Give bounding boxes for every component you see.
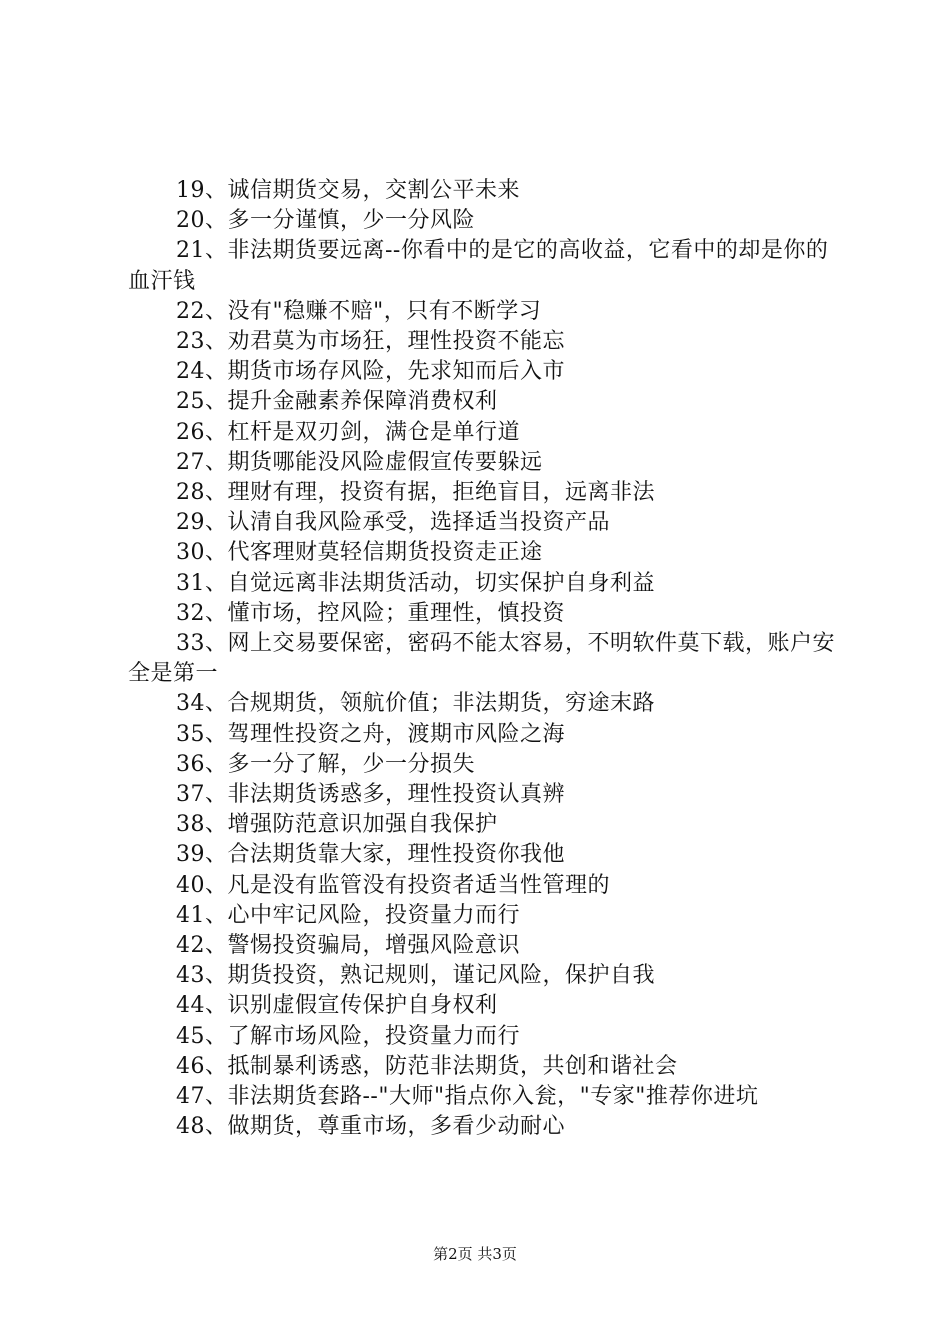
list-item: 32、懂市场，控风险；重理性，慎投资 <box>176 600 565 626</box>
list-item: 48、做期货，尊重市场，多看少动耐心 <box>176 1114 565 1140</box>
list-item: 43、期货投资，熟记规则，谨记风险，保护自我 <box>176 963 655 989</box>
list-item: 39、合法期货靠大家，理性投资你我他 <box>176 842 565 868</box>
list-item: 46、抵制暴利诱惑，防范非法期货，共创和谐社会 <box>176 1053 678 1079</box>
list-item: 22、没有"稳赚不赔"，只有不断学习 <box>176 298 542 324</box>
slogan-list <box>128 176 838 1143</box>
list-item: 42、警惕投资骗局，增强风险意识 <box>176 933 520 959</box>
list-item: 28、理财有理，投资有据，拒绝盲目，远离非法 <box>176 480 655 506</box>
list-item: 30、代客理财莫轻信期货投资走正途 <box>176 540 543 566</box>
list-item: 36、多一分了解，少一分损失 <box>176 751 475 777</box>
list-item: 37、非法期货诱惑多，理性投资认真辨 <box>176 782 565 808</box>
list-item: 41、心中牢记风险，投资量力而行 <box>176 902 520 928</box>
list-item: 47、非法期货套路--"大师"指点你入瓮，"专家"推荐你进坑 <box>176 1084 759 1110</box>
list-item: 19、诚信期货交易，交割公平未来 <box>176 178 520 203</box>
list-item: 44、识别虚假宣传保护自身权利 <box>176 993 498 1019</box>
list-item: 25、提升金融素养保障消费权利 <box>176 389 498 415</box>
list-item: 23、劝君莫为市场狂，理性投资不能忘 <box>176 329 565 355</box>
list-item: 38、增强防范意识加强自我保护 <box>176 812 498 838</box>
list-item: 31、自觉远离非法期货活动，切实保护自身利益 <box>176 570 655 596</box>
list-item: 27、期货哪能没风险虚假宣传要躲远 <box>176 449 543 475</box>
page-footer: 第2页 共3页 <box>433 1245 517 1263</box>
list-item: 21、非法期货要远离--你看中的是它的高收益，它看中的却是你的血汗钱 <box>128 238 829 294</box>
list-item: 34、合规期货，领航价值；非法期货，穷途末路 <box>176 691 655 717</box>
list-item: 33、网上交易要保密，密码不能太容易，不明软件莫下载，账户安全是第一 <box>128 631 835 687</box>
list-item: 29、认清自我风险承受，选择适当投资产品 <box>176 510 610 536</box>
list-item: 45、了解市场风险，投资量力而行 <box>176 1023 520 1049</box>
list-item: 40、凡是没有监管没有投资者适当性管理的 <box>176 872 610 898</box>
list-item: 26、杠杆是双刃剑，满仓是单行道 <box>176 419 520 445</box>
list-item: 20、多一分谨慎，少一分风险 <box>176 208 475 234</box>
list-item: 35、驾理性投资之舟，渡期市风险之海 <box>176 721 565 747</box>
list-item: 24、期货市场存风险，先求知而后入市 <box>176 359 565 385</box>
